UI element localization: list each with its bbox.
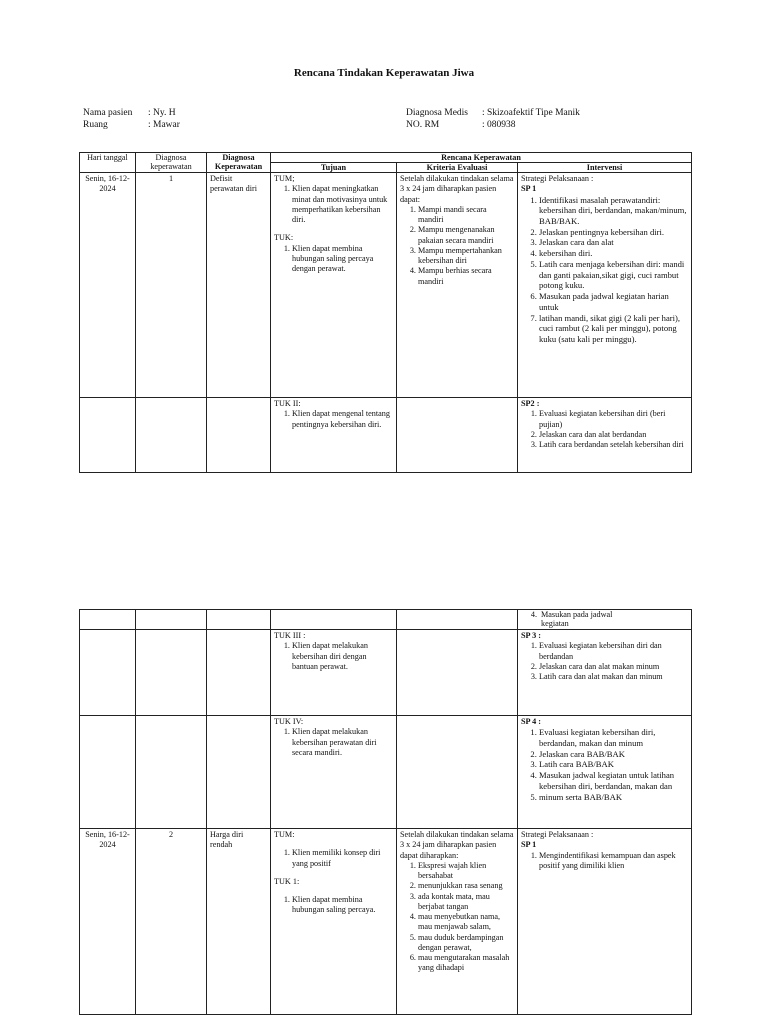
row-intervention [518, 398, 692, 473]
table-row [80, 610, 692, 630]
strategy-label: Strategi Pelaksanaan : [521, 830, 594, 840]
row-criteria [397, 829, 518, 1015]
rm-label: NO. RM [406, 120, 440, 130]
row-criteria [397, 173, 518, 398]
list-item: 3. Mampu mempertahankan kebersihan diri [418, 246, 514, 267]
list-item: 1. Identifikasi masalah perawatandiri: kebersihan diri, berdandan, makan/minum, BAB/BAK. [539, 195, 688, 227]
list-item: 1. Evaluasi kegiatan kebersihan diri, berdandan, makan dan minum [539, 727, 688, 748]
list-item: 3. Latih cara berdandan setelah kebersihan diri [539, 440, 688, 450]
row-intervention [518, 630, 692, 716]
list-item: 2. menunjukkan rasa senang [418, 881, 514, 891]
header-intervention: Intervensi [518, 163, 692, 173]
criteria-list [400, 205, 514, 287]
row-goal [271, 829, 397, 1015]
sp-label: SP 4 : [521, 717, 542, 727]
criteria-list [400, 861, 514, 974]
room-value: : Mawar [148, 120, 180, 130]
tuk-list [274, 409, 393, 430]
table-row [80, 173, 692, 398]
document-title: Rencana Tindakan Keperawatan Jiwa [293, 67, 475, 79]
row-goal [271, 173, 397, 398]
sp-list [521, 727, 688, 802]
list-item: 1. Klien dapat membina hubungan saling percaya dengan perawat. [292, 244, 393, 275]
tuk-list [274, 895, 393, 916]
list-item: 6. Masukan pada jadwal kegiatan harian untuk [539, 291, 688, 312]
row-day: Senin, 16-12-2024 [80, 173, 136, 398]
row-dx: Harga diri rendah [207, 829, 271, 1015]
sp-label: SP 1 [521, 184, 537, 194]
list-item: 1. Mengindentifikasi kemampuan dan aspek positif yang dimiliki klien [539, 851, 688, 872]
room-label: Ruang [83, 120, 108, 130]
header-criteria: Kriteria Evaluasi [397, 163, 518, 173]
sp-list [521, 409, 688, 450]
patient-name-value: : Ny. H [148, 108, 176, 118]
row-intervention [518, 173, 692, 398]
tuk-label: TUK IV: [274, 717, 304, 727]
list-item: 4. mau menyebutkan nama, mau menjawab salam, [418, 912, 514, 933]
care-plan-table-2 [79, 609, 692, 1015]
sp-list [521, 851, 688, 872]
table-row [80, 716, 692, 829]
list-item: 5. Latih cara menjaga kebersihan diri: mandi dan ganti pakaian,sikat gigi, cuci rambut potong kuku. [539, 259, 688, 291]
header-day: Hari tanggal [80, 153, 136, 173]
tuk-list [274, 641, 393, 672]
tum-label: TUM: [274, 830, 295, 840]
tuk-list [274, 727, 393, 758]
list-item: 3. Latih cara BAB/BAK [539, 759, 688, 770]
list-item: 1. Klien dapat melakukan kebersihan diri dengan bantuan perawat. [292, 641, 393, 672]
row-goal [271, 630, 397, 716]
strategy-label: Strategi Pelaksanaan : [521, 174, 594, 184]
tuk-label: TUK III : [274, 631, 306, 641]
criteria-intro: Setelah dilakukan tindakan selama 3 x 24 jam diharapkan pasien dapat: [400, 174, 514, 204]
table-row [80, 398, 692, 473]
row-day: Senin, 16-12-2024 [80, 829, 136, 1015]
sp-label: SP 3 : [521, 631, 542, 641]
list-item: 1. Klien dapat melakukan kebersihan perawatan diri secara mandiri. [292, 727, 393, 758]
table-row [80, 630, 692, 716]
list-item: 4. kebersihan diri. [539, 248, 688, 259]
list-item: 1. Evaluasi kegiatan kebersihan diri (beri pujian) [539, 409, 688, 430]
list-item: Masukan pada jadwal kegiatan [541, 610, 613, 629]
list-item: 1. Klien dapat mengenal tentang pentingnya kebersihan diri. [292, 409, 393, 430]
list-item: 7. latihan mandi, sikat gigi (2 kali per hari), cuci rambut (2 kali per minggu), potong kuku (satu kali per minggu). [539, 313, 688, 345]
header-goal: Tujuan [271, 163, 397, 173]
sp-label: SP2 : [521, 399, 540, 409]
rm-value: : 080938 [482, 120, 516, 130]
row-goal [271, 716, 397, 829]
list-item: 2. Jelaskan cara dan alat berdandan [539, 430, 688, 440]
criteria-intro: Setelah dilakukan tindakan selama 3 x 24 jam diharapkan pasien dapat diharapkan: [400, 830, 514, 860]
row-dx-no: 1 [136, 173, 207, 398]
care-plan-table-1 [79, 152, 692, 473]
diagnosis-label: Diagnosa Medis [406, 108, 469, 118]
list-item: 2. Jelaskan cara dan alat makan minum [539, 662, 688, 672]
tuk-list [274, 244, 393, 275]
list-item: 3. Jelaskan cara dan alat [539, 237, 688, 248]
list-item: 2. Mampu mengenanakan pakaian secara mandiri [418, 225, 514, 246]
list-item: 5. mau duduk berdampingan dengan perawat, [418, 933, 514, 954]
list-item: 4. Masukan jadwal kegiatan untuk latihan kebersihan diri, berdandan, makan dan [539, 770, 688, 791]
tuk-label: TUK II: [274, 399, 301, 409]
list-item: 1. Klien memiliki konsep diri yang positif [292, 848, 393, 869]
tum-list [274, 184, 393, 225]
list-item: 2. Jelaskan pentingnya kebersihan diri. [539, 227, 688, 238]
list-item: 4. Mampu berhias secara mandiri [418, 266, 514, 287]
list-number: 4. [530, 610, 537, 619]
header-dx-no: Diagnosa keperawatan [136, 153, 207, 173]
tuk-label: TUK 1: [274, 876, 300, 886]
list-item: 5. minum serta BAB/BAK [539, 792, 688, 803]
sp-label: SP 1 [521, 840, 537, 850]
row-dx: Defisit perawatan diri [207, 173, 271, 398]
tuk-label: TUK: [274, 233, 294, 243]
list-item: 6. mau mengutarakan masalah yang dihadapi [418, 953, 514, 974]
list-item: 2. Jelaskan cara BAB/BAK [539, 749, 688, 760]
diagnosis-value: : Skizoafektif Tipe Manik [482, 108, 580, 118]
header-plan: Rencana Keperawatan [271, 153, 692, 163]
row-goal [271, 398, 397, 473]
list-item: 1. Klien dapat membina hubungan saling percaya. [292, 895, 393, 916]
tum-list [274, 848, 393, 869]
list-item: 1. Mampi mandi secara mandiri [418, 205, 514, 226]
sp-list [521, 195, 688, 345]
table-row [80, 829, 692, 1015]
row-dx-no: 2 [136, 829, 207, 1015]
row-intervention [518, 610, 692, 630]
list-item: 3. ada kontak mata, mau berjabat tangan [418, 892, 514, 913]
list-item: 1. Klien dapat meningkatkan minat dan motivasinya untuk memperhatikan kebersihan diri. [292, 184, 393, 225]
list-item: 3. Latih cara dan alat makan dan minum [539, 672, 688, 682]
row-intervention [518, 829, 692, 1015]
patient-name-label: Nama pasien [83, 108, 133, 118]
sp-list [521, 641, 688, 682]
list-item: 1. Ekspresi wajah klien bersahabat [418, 861, 514, 882]
list-item: 1. Evaluasi kegiatan kebersihan diri dan berdandan [539, 641, 688, 662]
row-intervention [518, 716, 692, 829]
tum-label: TUM; [274, 174, 295, 184]
header-dx: Diagnosa Keperawatan [207, 153, 271, 173]
